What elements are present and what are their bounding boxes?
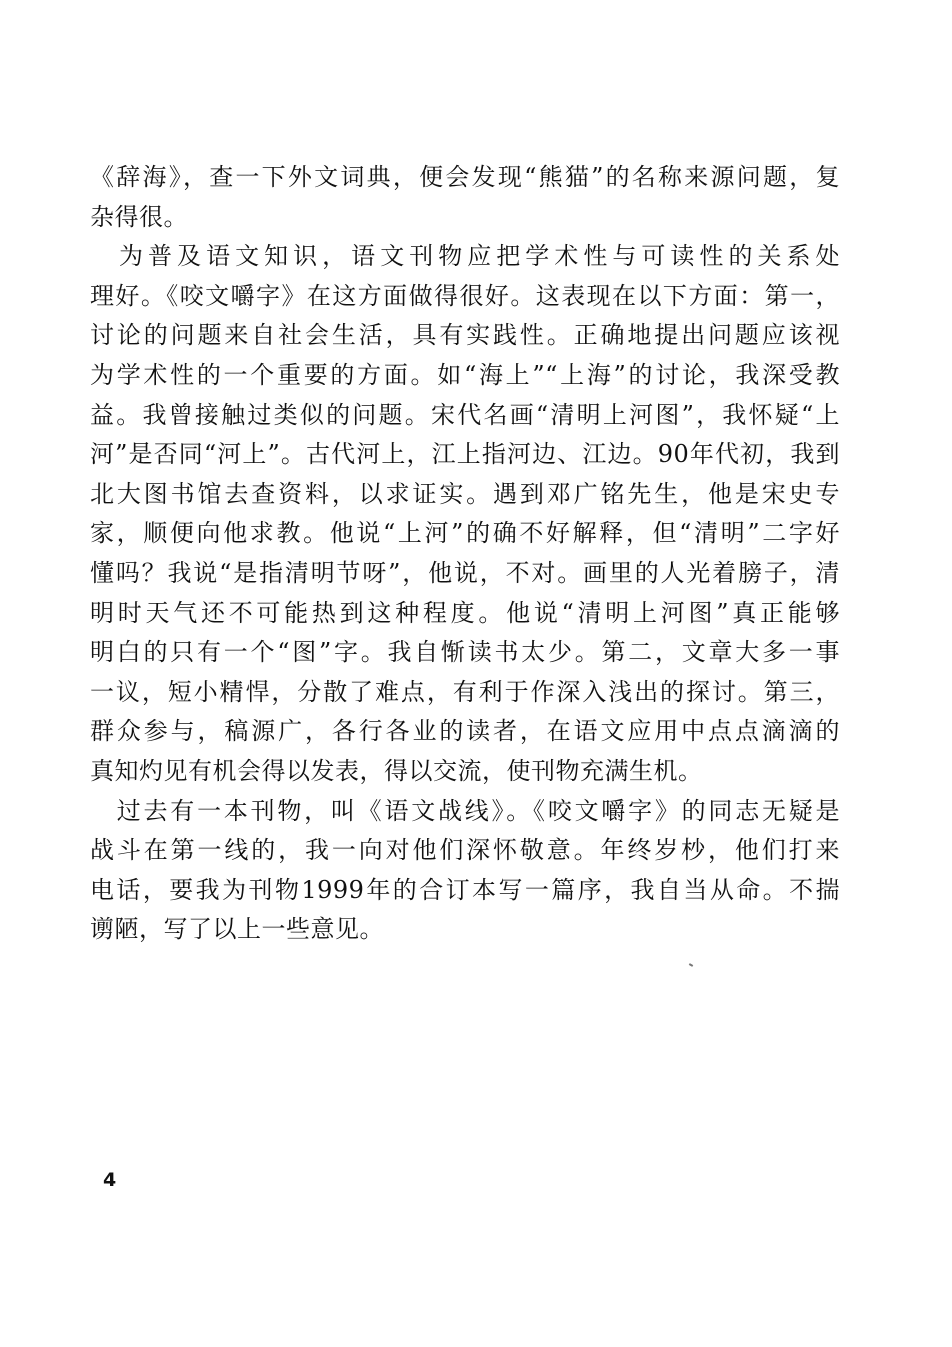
text-line: 明时天气还不可能热到这种程度。他说“清明上河图”真正能够 (90, 598, 840, 627)
body-text (90, 158, 840, 950)
page-number: 4 (103, 1169, 117, 1191)
scan-speck (689, 963, 693, 967)
text-line: 懂吗？我说“是指清明节呀”，他说，不对。画里的人光着膀子，清 (90, 558, 840, 587)
text-line: 北大图书馆去查资料，以求证实。遇到邓广铭先生，他是宋史专 (90, 479, 840, 508)
text-line: 明白的只有一个“图”字。我自惭读书太少。第二，文章大多一事 (90, 638, 840, 667)
text-line: 电话，要我为刊物1999年的合订本写一篇序，我自当从命。不揣 (90, 875, 840, 904)
text-line: 理好。《咬文嚼字》在这方面做得很好。这表现在以下方面：第一， (90, 281, 840, 310)
text-line: 战斗在第一线的，我一向对他们深怀敬意。年终岁杪，他们打来 (90, 836, 840, 865)
text-line: 杂得很。 (90, 202, 188, 231)
text-line: 一议，短小精悍，分散了难点，有利于作深入浅出的探讨。第三， (90, 677, 840, 706)
text-line: 《辞海》，查一下外文词典，便会发现“熊猫”的名称来源问题，复 (90, 163, 840, 191)
text-line: 群众参与，稿源广，各行各业的读者，在语文应用中点点滴滴的 (90, 717, 840, 746)
text-line: 为普及语文知识，语文刊物应把学术性与可读性的关系处 (90, 242, 840, 271)
text-line: 讨论的问题来自社会生活，具有实践性。正确地提出问题应该视 (90, 321, 840, 350)
text-line: 河”是否同“河上”。古代河上，江上指河边、江边。90年代初，我到 (90, 440, 840, 469)
text-line: 真知灼见有机会得以发表，得以交流，使刊物充满生机。 (90, 756, 703, 785)
text-line: 为学术性的一个重要的方面。如“海上”“上海”的讨论，我深受教 (90, 360, 840, 389)
text-line: 益。我曾接触过类似的问题。宋代名画“清明上河图”，我怀疑“上 (90, 400, 840, 429)
text-line: 过去有一本刊物，叫《语文战线》。《咬文嚼字》的同志无疑是 (90, 796, 840, 825)
text-line: 家，顺便向他求教。他说“上河”的确不好解释，但“清明”二字好 (90, 519, 840, 548)
text-line: 谫陋，写了以上一些意见。 (90, 915, 384, 944)
